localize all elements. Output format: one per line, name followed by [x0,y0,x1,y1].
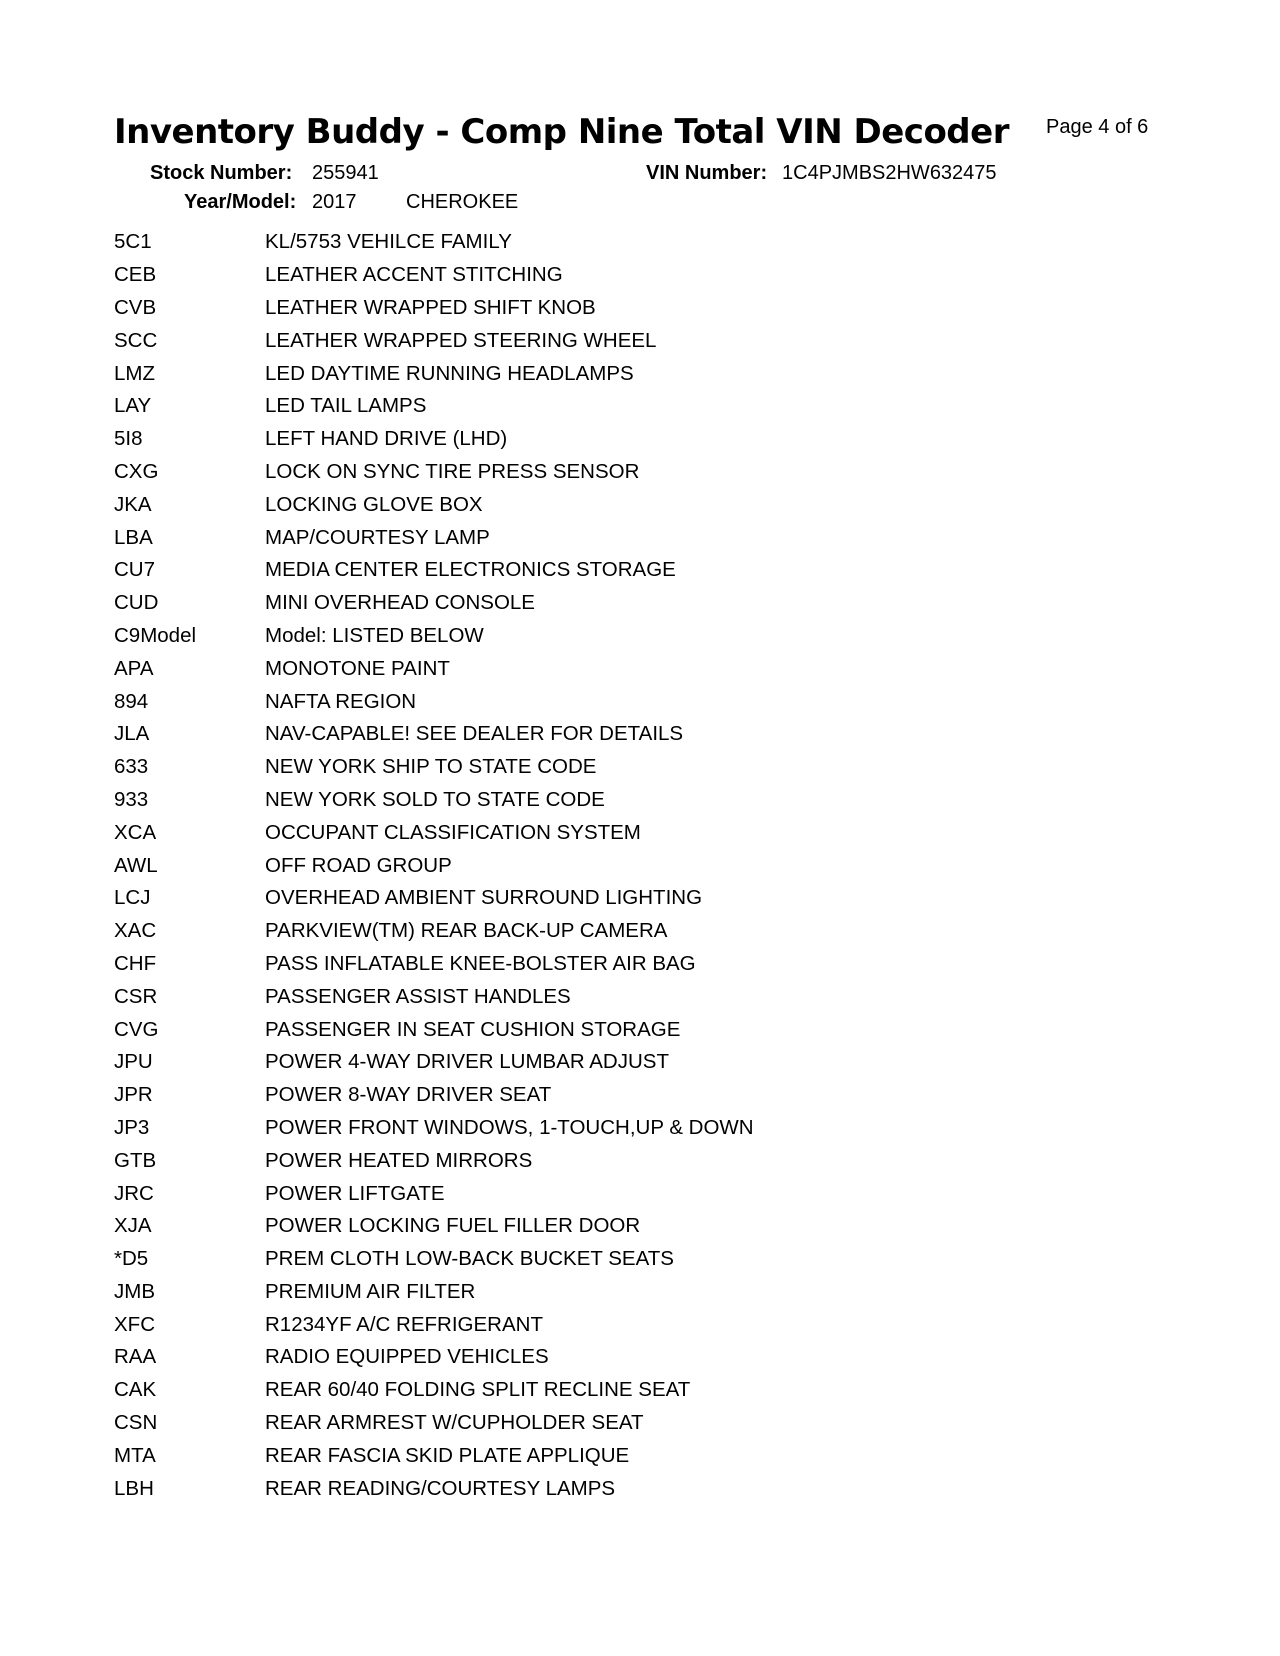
option-description: KL/5753 VEHILCE FAMILY [265,230,512,254]
option-description: R1234YF A/C REFRIGERANT [265,1312,543,1336]
option-code: CVB [114,295,157,319]
option-code: LAY [114,394,152,418]
option-code: CSR [114,984,158,1008]
code-row [114,915,754,948]
vin-number-label: VIN Number: [646,162,768,184]
code-row [114,1112,754,1145]
option-code: 933 [114,787,149,811]
option-description: RADIO EQUIPPED VEHICLES [265,1345,549,1369]
option-description: NAV-CAPABLE! SEE DEALER FOR DETAILS [265,722,684,746]
option-description: MAP/COURTESY LAMP [265,525,490,549]
option-code: RAA [114,1345,157,1369]
option-code: CEB [114,263,157,287]
code-row [114,784,754,817]
code-row [114,1144,754,1177]
option-description: POWER LIFTGATE [265,1181,445,1205]
option-description: REAR FASCIA SKID PLATE APPLIQUE [265,1443,630,1467]
option-code: CUD [114,591,159,615]
code-row [114,980,754,1013]
code-row [114,1374,754,1407]
option-description: POWER FRONT WINDOWS, 1-TOUCH,UP & DOWN [265,1115,754,1139]
option-description: MEDIA CENTER ELECTRONICS STORAGE [265,558,676,582]
option-code: SCC [114,328,158,352]
code-row [114,1210,754,1243]
model-value: CHEROKEE [406,191,519,213]
code-row [114,1276,754,1309]
option-description: LEATHER WRAPPED STEERING WHEEL [265,328,657,352]
option-description: LOCKING GLOVE BOX [265,492,483,516]
option-code: CAK [114,1378,157,1402]
option-description: POWER 4-WAY DRIVER LUMBAR ADJUST [265,1050,669,1074]
option-description: OFF ROAD GROUP [265,853,452,877]
option-code: JP3 [114,1115,150,1139]
option-code: LBH [114,1476,154,1500]
option-code: JLA [114,722,150,746]
option-code: XJA [114,1214,152,1238]
code-row [114,816,754,849]
option-code: 5I8 [114,427,143,451]
code-row [114,1013,754,1046]
option-description: NEW YORK SOLD TO STATE CODE [265,787,605,811]
option-description: POWER 8-WAY DRIVER SEAT [265,1083,552,1107]
option-description: OVERHEAD AMBIENT SURROUND LIGHTING [265,886,703,910]
code-row [114,587,754,620]
option-description: NEW YORK SHIP TO STATE CODE [265,755,597,779]
option-description: LED DAYTIME RUNNING HEADLAMPS [265,361,634,385]
code-row [114,751,754,784]
option-code: 894 [114,689,149,713]
option-code: 633 [114,755,149,779]
option-description: Model: LISTED BELOW [265,623,484,647]
option-code: CVG [114,1017,159,1041]
option-description: LEATHER ACCENT STITCHING [265,263,563,287]
option-description: NAFTA REGION [265,689,417,713]
code-row [114,948,754,981]
year-value: 2017 [312,191,357,213]
code-row [114,259,754,292]
code-row [114,1177,754,1210]
document-title: Inventory Buddy - Comp Nine Total VIN Decoder [114,112,1009,152]
code-row [114,685,754,718]
code-row [114,1079,754,1112]
code-row [114,292,754,325]
option-code: CSN [114,1411,158,1435]
code-row [114,882,754,915]
option-description: REAR 60/40 FOLDING SPLIT RECLINE SEAT [265,1378,691,1402]
option-code: XAC [114,919,157,943]
option-code: 5C1 [114,230,152,254]
option-code: JKA [114,492,152,516]
option-description: POWER HEATED MIRRORS [265,1148,533,1172]
code-row [114,718,754,751]
code-row [114,1046,754,1079]
year-model-label: Year/Model: [184,191,297,213]
option-description: PASS INFLATABLE KNEE-BOLSTER AIR BAG [265,951,696,975]
code-row [114,1243,754,1276]
code-row [114,620,754,653]
option-code: GTB [114,1148,157,1172]
option-description: LEFT HAND DRIVE (LHD) [265,427,508,451]
option-code: AWL [114,853,158,877]
option-description: PREMIUM AIR FILTER [265,1279,476,1303]
option-description: LED TAIL LAMPS [265,394,427,418]
option-code: CHF [114,951,157,975]
option-code: JMB [114,1279,155,1303]
option-codes-list [114,226,754,1505]
option-description: REAR ARMREST W/CUPHOLDER SEAT [265,1411,644,1435]
code-row [114,849,754,882]
code-row [114,1341,754,1374]
option-code: JRC [114,1181,154,1205]
option-description: PARKVIEW(TM) REAR BACK-UP CAMERA [265,919,668,943]
code-row [114,1439,754,1472]
option-code: C9Model [114,623,197,647]
code-row [114,1407,754,1440]
code-row [114,226,754,259]
option-code: APA [114,656,154,680]
option-description: PASSENGER ASSIST HANDLES [265,984,571,1008]
code-row [114,554,754,587]
code-row [114,357,754,390]
code-row [114,324,754,357]
option-description: PASSENGER IN SEAT CUSHION STORAGE [265,1017,681,1041]
stock-number-value: 255941 [312,162,379,184]
code-row [114,521,754,554]
stock-number-label: Stock Number: [150,162,293,184]
option-code: XFC [114,1312,155,1336]
option-code: JPR [114,1083,153,1107]
option-code: XCA [114,820,157,844]
option-code: CU7 [114,558,156,582]
vin-number-value: 1C4PJMBS2HW632475 [782,162,997,184]
code-row [114,456,754,489]
option-description: MINI OVERHEAD CONSOLE [265,591,535,615]
option-code: CXG [114,459,159,483]
page-number: Page 4 of 6 [1046,116,1149,138]
option-description: MONOTONE PAINT [265,656,450,680]
option-description: LEATHER WRAPPED SHIFT KNOB [265,295,596,319]
option-code: LMZ [114,361,155,385]
option-description: PREM CLOTH LOW-BACK BUCKET SEATS [265,1247,674,1271]
code-row [114,423,754,456]
code-row [114,488,754,521]
code-row [114,1308,754,1341]
option-description: OCCUPANT CLASSIFICATION SYSTEM [265,820,641,844]
option-code: JPU [114,1050,153,1074]
code-row [114,390,754,423]
option-description: LOCK ON SYNC TIRE PRESS SENSOR [265,459,640,483]
option-code: LCJ [114,886,151,910]
option-description: REAR READING/COURTESY LAMPS [265,1476,616,1500]
option-code: *D5 [114,1247,149,1271]
code-row [114,652,754,685]
code-row [114,1472,754,1505]
option-code: MTA [114,1443,156,1467]
option-description: POWER LOCKING FUEL FILLER DOOR [265,1214,641,1238]
option-code: LBA [114,525,153,549]
